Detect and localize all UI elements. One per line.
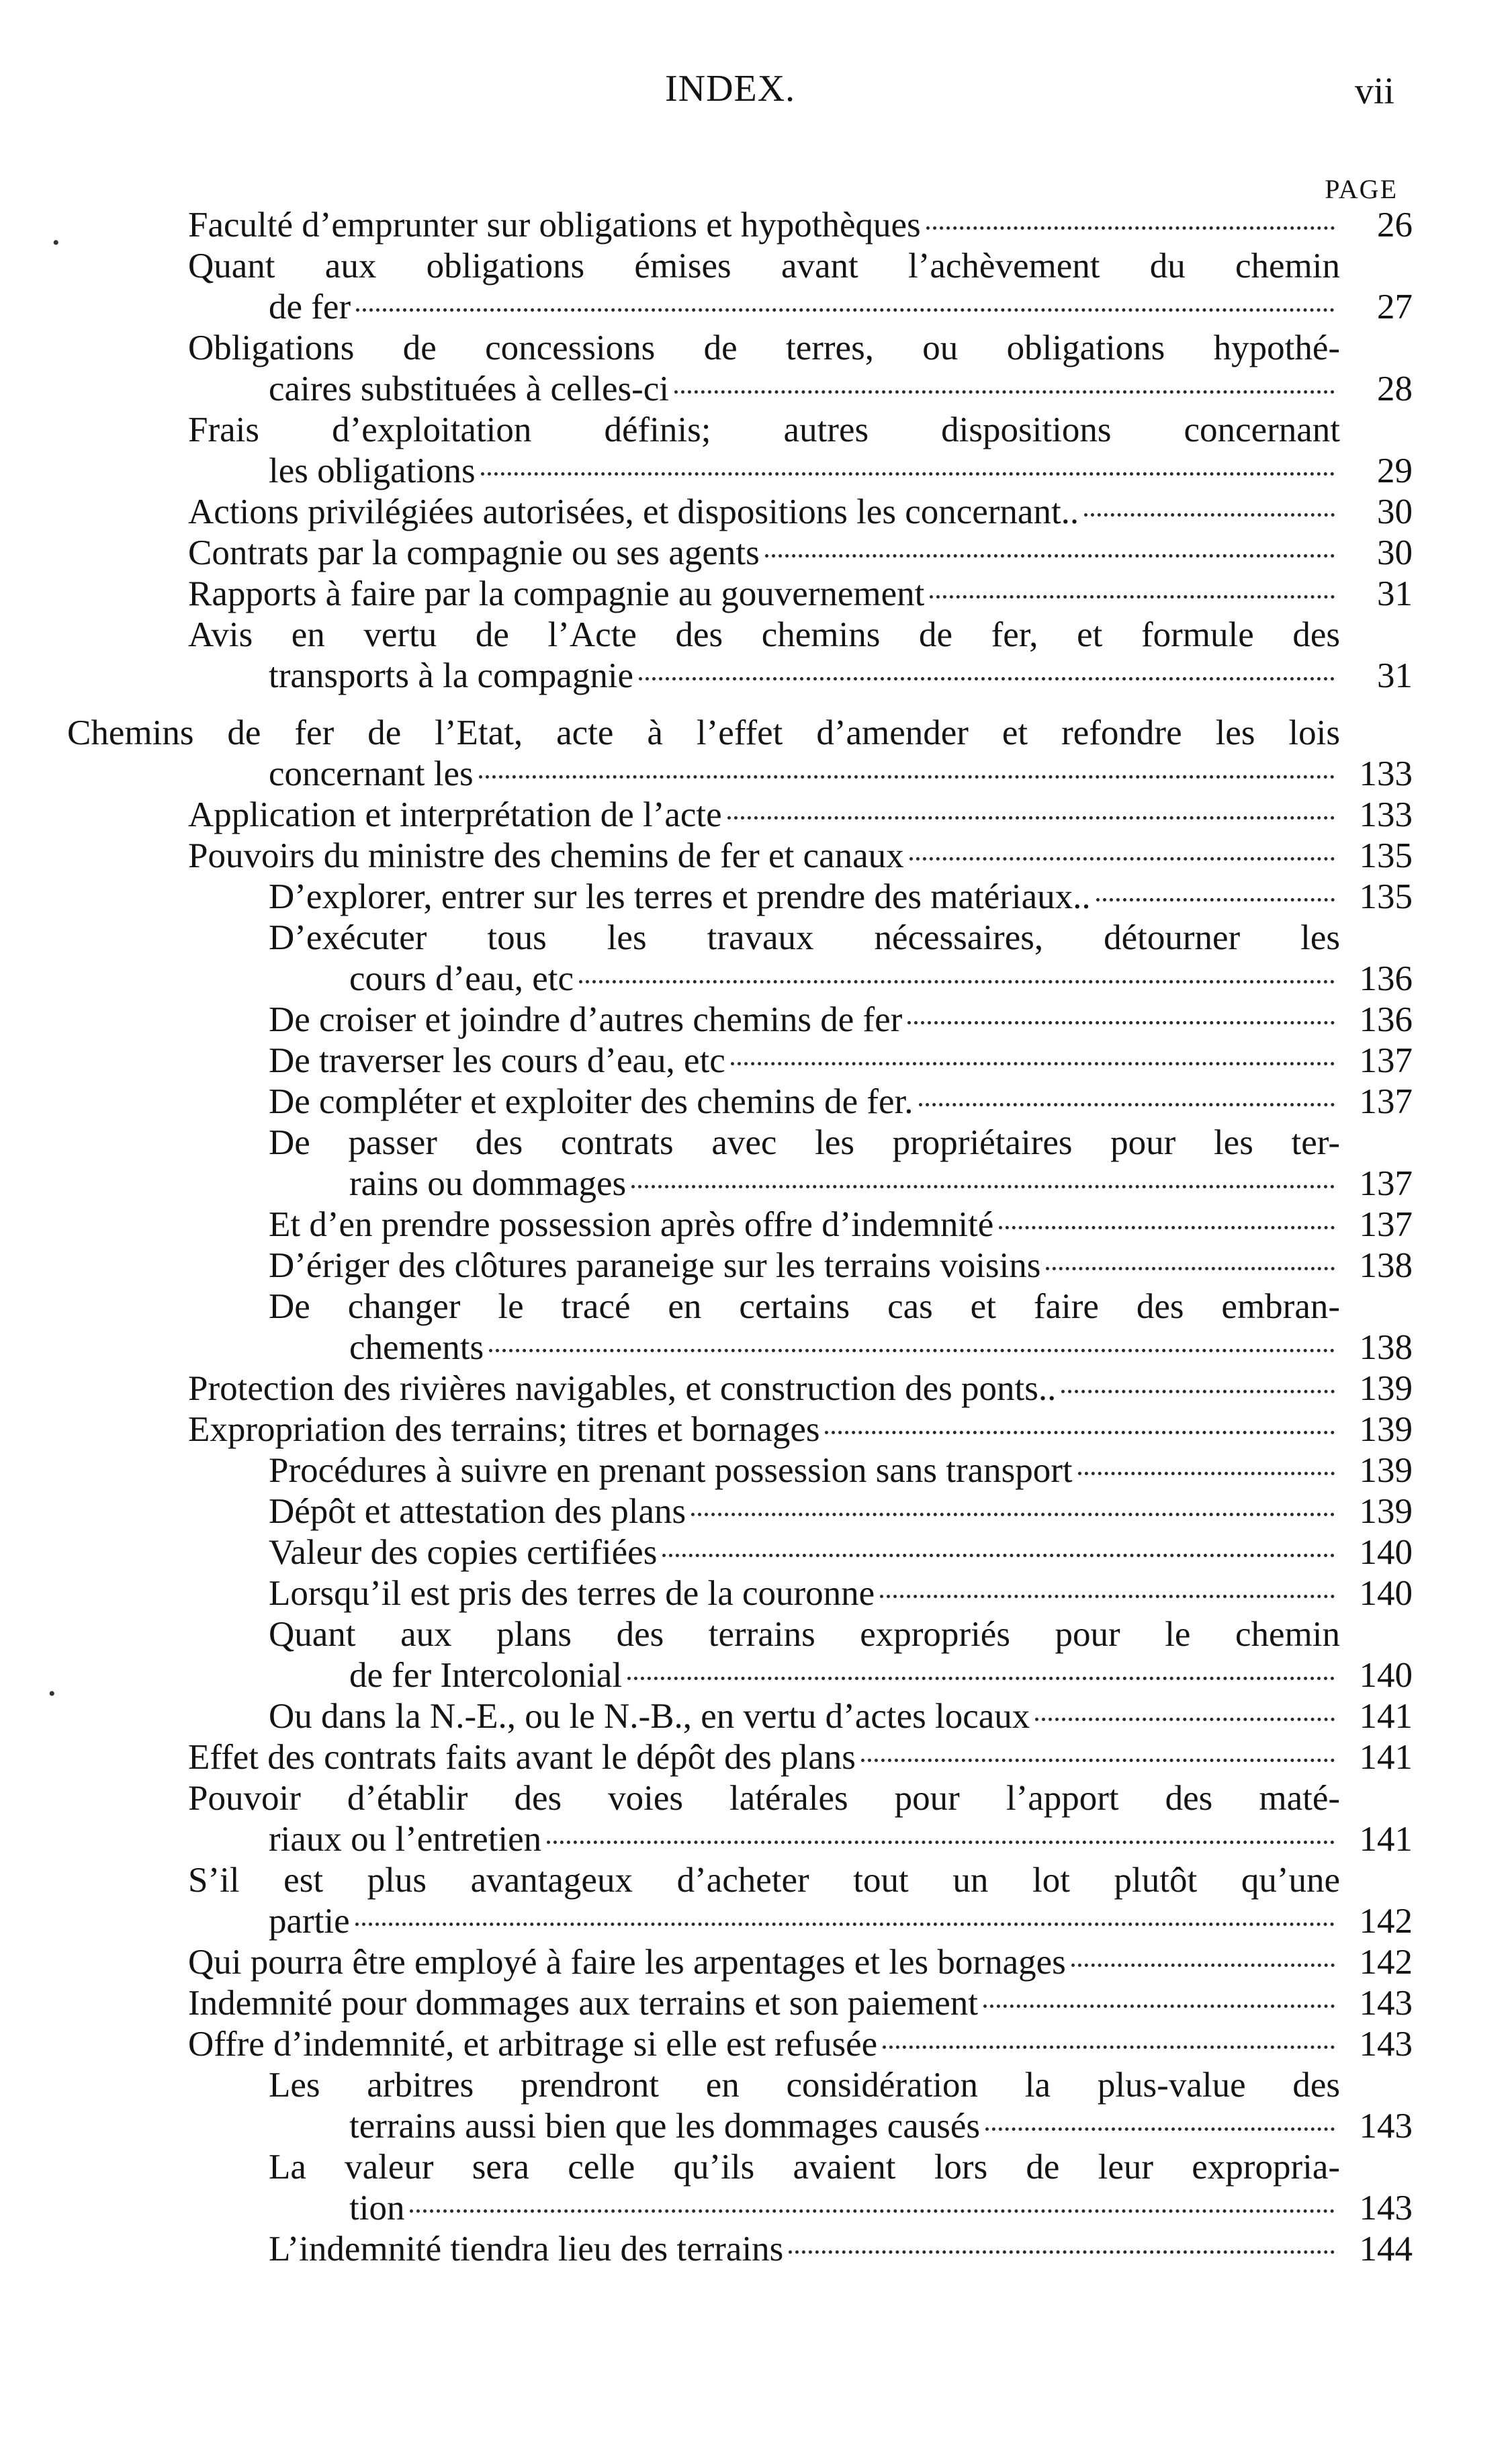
entry-text: Frais d’exploitation définis; autres dispositions concernant <box>188 410 1340 449</box>
page-number: vii <box>1354 71 1394 112</box>
index-entry <box>67 713 1413 795</box>
index-entry <box>188 574 1413 615</box>
dot-leader <box>919 1103 1335 1106</box>
entry-text: Et d’en prendre possession après offre d’indemnité <box>269 1205 994 1244</box>
index-entry <box>188 410 1413 492</box>
index-entry <box>188 205 1413 246</box>
entry-page-number: 27 <box>1377 288 1413 326</box>
entry-text: transports à la compagnie <box>269 656 634 695</box>
entry-page-number: 137 <box>1359 1164 1413 1203</box>
entry-page-number: 139 <box>1359 1410 1413 1449</box>
entry-text: Pouvoirs du ministre des chemins de fer et canaux <box>188 836 904 875</box>
entry-page-number: 141 <box>1359 1820 1413 1859</box>
dot-leader <box>481 472 1335 476</box>
entry-page-number: 139 <box>1359 1369 1413 1408</box>
index-entry <box>269 1082 1413 1123</box>
index-entry <box>188 1409 1413 1450</box>
index-entry <box>269 1204 1413 1245</box>
entry-text: terrains aussi bien que les dommages causés <box>349 2107 981 2146</box>
entry-text: caires substituées à celles-ci <box>269 369 669 408</box>
entry-page-number: 31 <box>1377 574 1413 613</box>
entry-text: L’indemnité tiendra lieu des terrains <box>269 2230 784 2269</box>
entry-page-number: 30 <box>1377 492 1413 531</box>
entry-page-number: 135 <box>1359 836 1413 875</box>
dot-leader <box>1084 513 1335 517</box>
dot-leader <box>985 2127 1335 2131</box>
index-entry <box>188 2024 1413 2065</box>
entry-text: Ou dans la N.-E., ou le N.-B., en vertu d’actes locaux <box>269 1697 1030 1736</box>
entry-text: Dépôt et attestation des plans <box>269 1492 686 1531</box>
dot-leader <box>825 1431 1335 1434</box>
index-entry <box>269 1491 1413 1532</box>
entry-text: Offre d’indemnité, et arbitrage si elle est refusée <box>188 2025 878 2064</box>
entry-page-number: 137 <box>1359 1082 1413 1121</box>
dot-leader <box>731 1062 1335 1065</box>
entry-page-number: 143 <box>1359 1984 1413 2023</box>
dot-leader <box>479 775 1335 779</box>
entry-page-number: 30 <box>1377 533 1413 572</box>
entry-text: riaux ou l’entretien <box>269 1820 542 1859</box>
entry-page-number: 31 <box>1377 656 1413 695</box>
dot-leader <box>883 2045 1335 2049</box>
entry-text: chements <box>349 1328 484 1367</box>
entry-page-number: 135 <box>1359 877 1413 916</box>
dot-leader <box>691 1513 1335 1516</box>
dot-leader <box>627 1677 1335 1680</box>
index-entry <box>188 1860 1413 1942</box>
entry-page-number: 28 <box>1377 369 1413 408</box>
entry-text: Qui pourra être employé à faire les arpentages et les bornages <box>188 1943 1066 1982</box>
index-entry <box>188 1368 1413 1409</box>
entry-text: Chemins de fer de l’Etat, acte à l’effet d’amender et refondre les lois <box>67 713 1340 752</box>
dot-leader <box>1035 1718 1335 1721</box>
index-entry <box>269 1450 1413 1491</box>
entry-text: S’il est plus avantageux d’acheter tout un lot plutôt qu’une <box>188 1861 1340 1900</box>
index-entry <box>269 1041 1413 1082</box>
entry-text: Application et interprétation de l’acte <box>188 795 722 834</box>
entry-text: De changer le tracé en certains cas et faire des embran- <box>269 1287 1340 1326</box>
index-entry <box>269 2229 1413 2270</box>
entry-page-number: 29 <box>1377 451 1413 490</box>
index-entry <box>188 328 1413 410</box>
index-entry <box>188 1778 1413 1860</box>
entry-page-number: 138 <box>1359 1328 1413 1367</box>
index-entry <box>188 1983 1413 2024</box>
entry-text: Pouvoir d’établir des voies latérales pour l’apport des maté- <box>188 1779 1340 1818</box>
dot-leader <box>861 1759 1335 1762</box>
index-entry <box>188 615 1413 697</box>
index-entry <box>269 877 1413 918</box>
dot-leader <box>926 226 1335 230</box>
index-entry <box>269 1696 1413 1737</box>
dot-leader <box>999 1226 1335 1229</box>
index-entry <box>269 918 1413 1000</box>
index-entry <box>269 1573 1413 1614</box>
entry-text: Contrats par la compagnie ou ses agents <box>188 533 760 572</box>
dot-leader <box>355 1923 1335 1926</box>
entry-page-number: 137 <box>1359 1041 1413 1080</box>
dot-leader <box>1046 1267 1335 1270</box>
entry-text: De traverser les cours d’eau, etc <box>269 1041 725 1080</box>
index-entry <box>269 2147 1413 2229</box>
dot-leader <box>789 2250 1335 2254</box>
index-entry <box>188 795 1413 836</box>
entry-text: De passer des contrats avec les propriétaires pour les ter- <box>269 1123 1340 1162</box>
margin-mark: • <box>52 232 60 254</box>
dot-leader <box>547 1841 1335 1844</box>
entry-text: Actions privilégiées autorisées, et dispositions les concernant.. <box>188 492 1079 531</box>
entry-text: Les arbitres prendront en considération la plus-value des <box>269 2066 1340 2105</box>
index-entry <box>269 1286 1413 1368</box>
entry-text: Obligations de concessions de terres, ou obligations hypothé- <box>188 328 1340 367</box>
entry-page-number: 136 <box>1359 959 1413 998</box>
index-entry <box>188 1942 1413 1983</box>
dot-leader <box>1071 1964 1335 1967</box>
entry-page-number: 142 <box>1359 1902 1413 1941</box>
entry-page-number: 141 <box>1359 1697 1413 1736</box>
entry-page-number: 141 <box>1359 1738 1413 1777</box>
entry-text: Faculté d’emprunter sur obligations et hypothèques <box>188 206 921 245</box>
margin-mark: • <box>48 1683 56 1705</box>
entry-page-number: 140 <box>1359 1533 1413 1572</box>
dot-leader <box>631 1185 1335 1188</box>
dot-leader <box>930 595 1335 599</box>
entry-text: Quant aux plans des terrains expropriés pour le chemin <box>269 1615 1340 1654</box>
dot-leader <box>727 816 1335 820</box>
index-entry <box>269 1614 1413 1696</box>
dot-leader <box>880 1595 1335 1598</box>
entry-text: de fer Intercolonial <box>349 1656 623 1695</box>
dot-leader <box>1078 1472 1335 1475</box>
entry-text: D’explorer, entrer sur les terres et prendre des matériaux.. <box>269 877 1091 916</box>
entry-page-number: 26 <box>1377 206 1413 245</box>
entry-text: Procédures à suivre en prenant possession sans transport <box>269 1451 1073 1490</box>
entry-page-number: 143 <box>1359 2025 1413 2064</box>
entry-page-number: 143 <box>1359 2107 1413 2146</box>
entry-text: De croiser et joindre d’autres chemins de fer <box>269 1000 903 1039</box>
index-entry <box>188 246 1413 328</box>
dot-leader <box>662 1554 1335 1557</box>
dot-leader <box>1096 898 1335 901</box>
entry-text: tion <box>349 2189 405 2228</box>
entry-page-number: 139 <box>1359 1492 1413 1531</box>
entry-text: Valeur des copies certifiées <box>269 1533 658 1572</box>
index-entry <box>188 492 1413 533</box>
entry-text: D’ériger des clôtures paraneige sur les terrains voisins <box>269 1246 1041 1285</box>
entry-text: rains ou dommages <box>349 1164 627 1203</box>
entry-text: partie <box>269 1902 350 1941</box>
dot-leader <box>639 677 1335 680</box>
entry-text: De compléter et exploiter des chemins de fer. <box>269 1082 914 1121</box>
index-entry <box>188 836 1413 877</box>
entry-page-number: 139 <box>1359 1451 1413 1490</box>
dot-leader <box>1061 1390 1335 1393</box>
entry-text: Rapports à faire par la compagnie au gouvernement <box>188 574 925 613</box>
index-entry <box>269 1000 1413 1041</box>
entry-page-number: 133 <box>1359 754 1413 793</box>
entry-page-number: 140 <box>1359 1656 1413 1695</box>
entry-text: concernant les <box>269 754 474 793</box>
dot-leader <box>983 2005 1335 2008</box>
entry-text: Effet des contrats faits avant le dépôt des plans <box>188 1738 856 1777</box>
entry-text: de fer <box>269 288 351 326</box>
entry-text: Expropriation des terrains; titres et bornages <box>188 1410 820 1449</box>
index-entry <box>269 2065 1413 2147</box>
running-head-title: INDEX. <box>665 68 796 109</box>
dot-leader <box>674 390 1335 394</box>
entry-text: Lorsqu’il est pris des terres de la couronne <box>269 1574 875 1613</box>
index-entry <box>188 1737 1413 1778</box>
entry-page-number: 144 <box>1359 2230 1413 2269</box>
dot-leader <box>579 980 1335 983</box>
index-entry <box>269 1532 1413 1573</box>
entry-text: La valeur sera celle qu’ils avaient lors de leur expropria- <box>269 2148 1340 2187</box>
entry-page-number: 143 <box>1359 2189 1413 2228</box>
page-column-label: PAGE <box>1325 174 1398 204</box>
dot-leader <box>356 308 1335 312</box>
entry-text: cours d’eau, etc <box>349 959 574 998</box>
dot-leader <box>410 2209 1335 2213</box>
index-entry <box>269 1123 1413 1204</box>
entry-text: Quant aux obligations émises avant l’achèvement du chemin <box>188 247 1340 285</box>
entry-text: Indemnité pour dommages aux terrains et son paiement <box>188 1984 978 2023</box>
dot-leader <box>909 857 1335 861</box>
entry-page-number: 137 <box>1359 1205 1413 1244</box>
dot-leader <box>765 554 1335 558</box>
entry-text: Avis en vertu de l’Acte des chemins de fer, et formule des <box>188 615 1340 654</box>
entry-page-number: 138 <box>1359 1246 1413 1285</box>
entry-text: les obligations <box>269 451 476 490</box>
entry-text: Protection des rivières navigables, et construction des ponts.. <box>188 1369 1057 1408</box>
dot-leader <box>907 1021 1335 1024</box>
dot-leader <box>489 1349 1335 1352</box>
entry-page-number: 142 <box>1359 1943 1413 1982</box>
entry-page-number: 136 <box>1359 1000 1413 1039</box>
entry-page-number: 140 <box>1359 1574 1413 1613</box>
index-entry <box>269 1245 1413 1286</box>
entry-page-number: 133 <box>1359 795 1413 834</box>
index-entry <box>188 533 1413 574</box>
entry-text: D’exécuter tous les travaux nécessaires, détourner les <box>269 918 1340 957</box>
